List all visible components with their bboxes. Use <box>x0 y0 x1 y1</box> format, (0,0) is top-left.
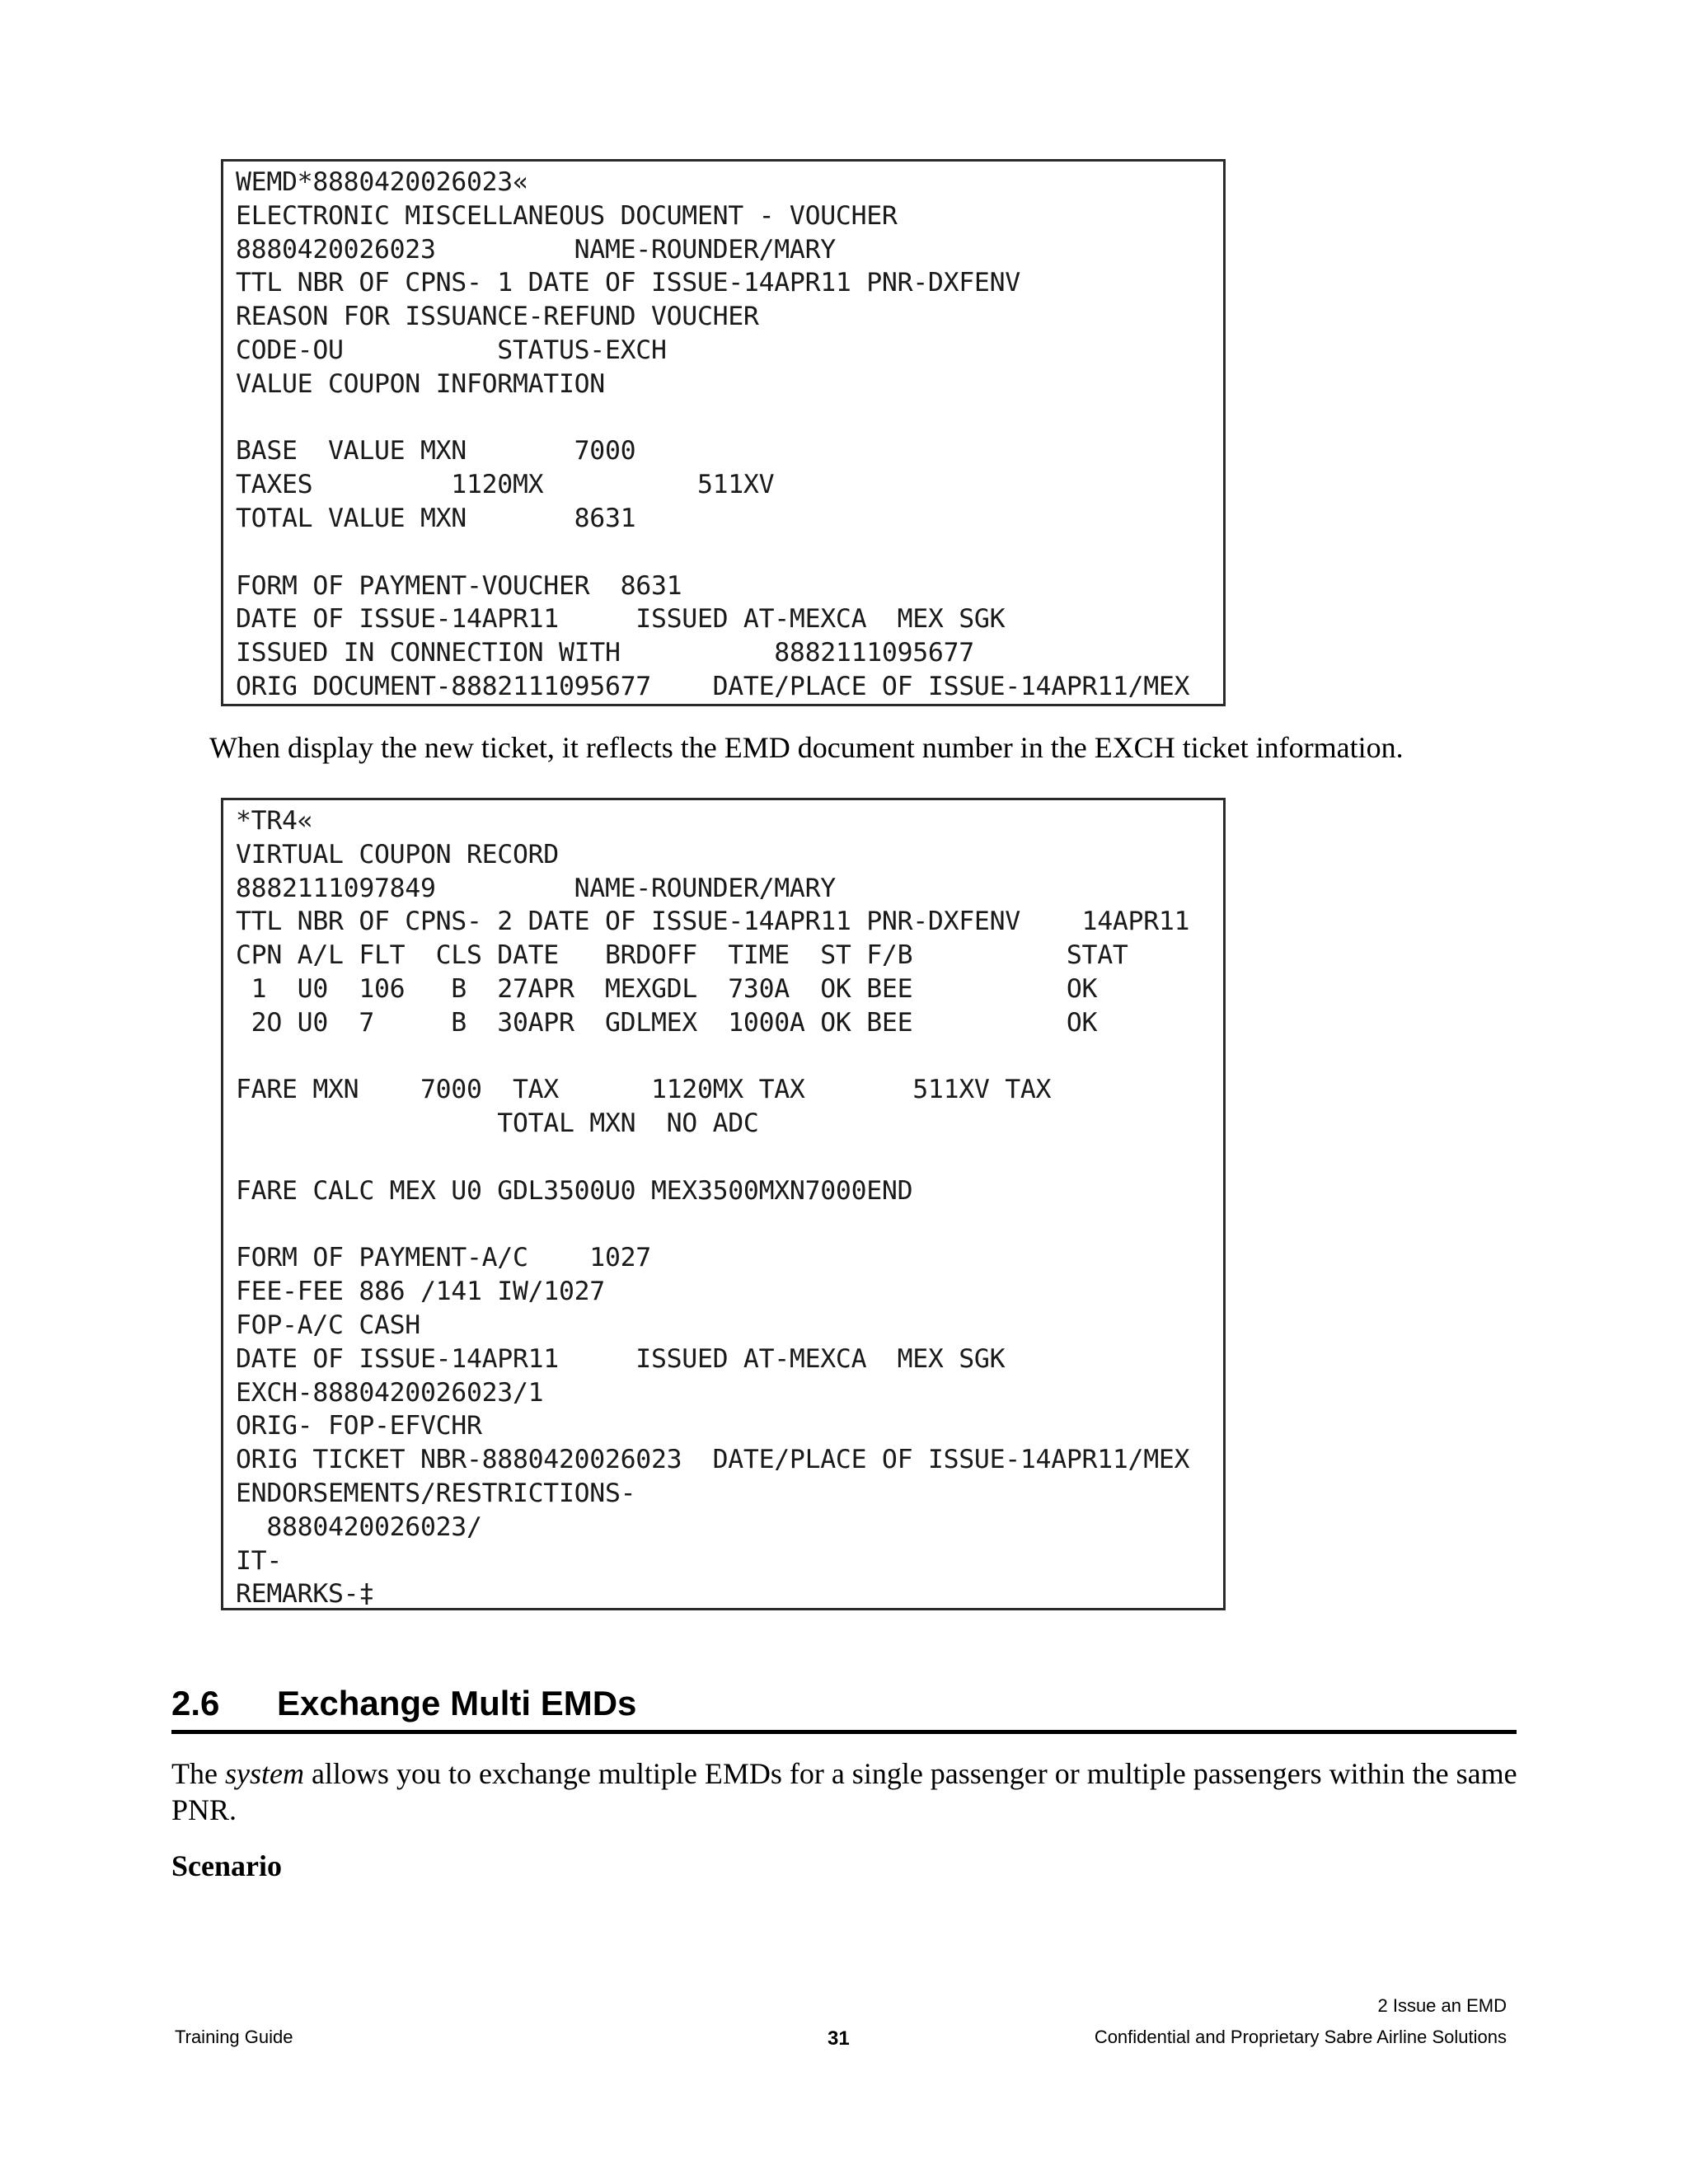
terminal-line: 8882111097849 NAME-ROUNDER/MARY <box>236 873 836 903</box>
terminal-line: TOTAL MXN NO ADC <box>236 1108 759 1139</box>
terminal-line: CPN A/L FLT CLS DATE BRDOFF TIME ST F/B STAT <box>236 940 1128 971</box>
caption-text: When display the new ticket, it reflects the EMD document number in the EXCH ticket information. <box>209 731 1404 764</box>
terminal-line: FARE CALC MEX U0 GDL3500U0 MEX3500MXN7000END <box>236 1175 913 1206</box>
body-text-after: allows you to exchange multiple EMDs for a single passenger or multiple passengers within the same PNR. <box>171 1757 1517 1826</box>
terminal-line: ENDORSEMENTS/RESTRICTIONS- <box>236 1479 636 1508</box>
footer-chapter: 2 Issue an EMD <box>1377 1995 1507 2016</box>
footer-confidential: Confidential and Proprietary Sabre Airline Solutions <box>1094 2027 1507 2047</box>
terminal-line: ELECTRONIC MISCELLANEOUS DOCUMENT - VOUCHER <box>236 200 898 231</box>
section-number: 2.6 <box>171 1684 220 1722</box>
body-text-emphasis: system <box>224 1757 304 1790</box>
section-heading <box>171 1680 1517 1734</box>
terminal-line: TAXES 1120MX 511XV <box>236 470 775 500</box>
terminal-line: ORIG- FOP-EFVCHR <box>236 1411 482 1441</box>
footer-page-number: 31 <box>828 2027 850 2050</box>
terminal-screenshot-emd-display <box>221 159 1226 706</box>
terminal-line: FOP-A/C CASH <box>236 1310 420 1340</box>
body-paragraph <box>171 1755 1523 1828</box>
terminal-line: VALUE COUPON INFORMATION <box>236 368 605 399</box>
terminal-line: ISSUED IN CONNECTION WITH 8882111095677 <box>236 638 974 668</box>
terminal-line: BASE VALUE MXN 7000 <box>236 436 636 466</box>
terminal-line: DATE OF ISSUE-14APR11 ISSUED AT-MEXCA MEX SGK <box>236 604 1006 635</box>
terminal-line: ORIG TICKET NBR-8880420026023 DATE/PLACE OF ISSUE-14APR11/MEX <box>236 1445 1190 1475</box>
terminal-line: IT- <box>236 1545 282 1576</box>
terminal-line: 1 U0 106 B 27APR MEXGDL 730A OK BEE OK <box>236 974 1098 1004</box>
body-text-before: The <box>171 1757 225 1790</box>
terminal-line: REASON FOR ISSUANCE-REFUND VOUCHER <box>236 302 759 332</box>
scenario-heading: Scenario <box>171 1849 282 1882</box>
terminal-line: ORIG DOCUMENT-8882111095677 DATE/PLACE OF ISSUE-14APR11/MEX <box>236 672 1190 701</box>
terminal-line: FORM OF PAYMENT-A/C 1027 <box>236 1243 651 1273</box>
terminal-line: FEE-FEE 886 /141 IW/1027 <box>236 1277 605 1307</box>
terminal-line: VIRTUAL COUPON RECORD <box>236 839 559 869</box>
terminal-line: REMARKS-‡ <box>236 1579 374 1610</box>
terminal-line: WEMD*8880420026023« <box>236 167 528 197</box>
terminal-line: FARE MXN 7000 TAX 1120MX TAX 511XV TAX <box>236 1075 1052 1105</box>
terminal-line: TOTAL VALUE MXN 8631 <box>236 504 636 533</box>
terminal-line: TTL NBR OF CPNS- 2 DATE OF ISSUE-14APR11 PNR-DXFENV 14APR11 <box>236 907 1190 937</box>
terminal-line: 8880420026023 NAME-ROUNDER/MARY <box>236 234 836 265</box>
terminal-screenshot-ticket-record <box>221 798 1226 1610</box>
footer-doc-title: Training Guide <box>175 2027 293 2047</box>
terminal-line: TTL NBR OF CPNS- 1 DATE OF ISSUE-14APR11 PNR-DXFENV <box>236 268 1020 298</box>
section-title: Exchange Multi EMDs <box>277 1684 637 1722</box>
terminal-line: EXCH-8880420026023/1 <box>236 1377 544 1408</box>
terminal-line: CODE-OU STATUS-EXCH <box>236 335 667 365</box>
terminal-line: FORM OF PAYMENT-VOUCHER 8631 <box>236 570 682 601</box>
terminal-line: 2O U0 7 B 30APR GDLMEX 1000A OK BEE OK <box>236 1007 1098 1038</box>
terminal-line: 8880420026023/ <box>236 1511 482 1542</box>
terminal-line: DATE OF ISSUE-14APR11 ISSUED AT-MEXCA MEX SGK <box>236 1343 1006 1374</box>
terminal-line: *TR4« <box>236 806 313 836</box>
